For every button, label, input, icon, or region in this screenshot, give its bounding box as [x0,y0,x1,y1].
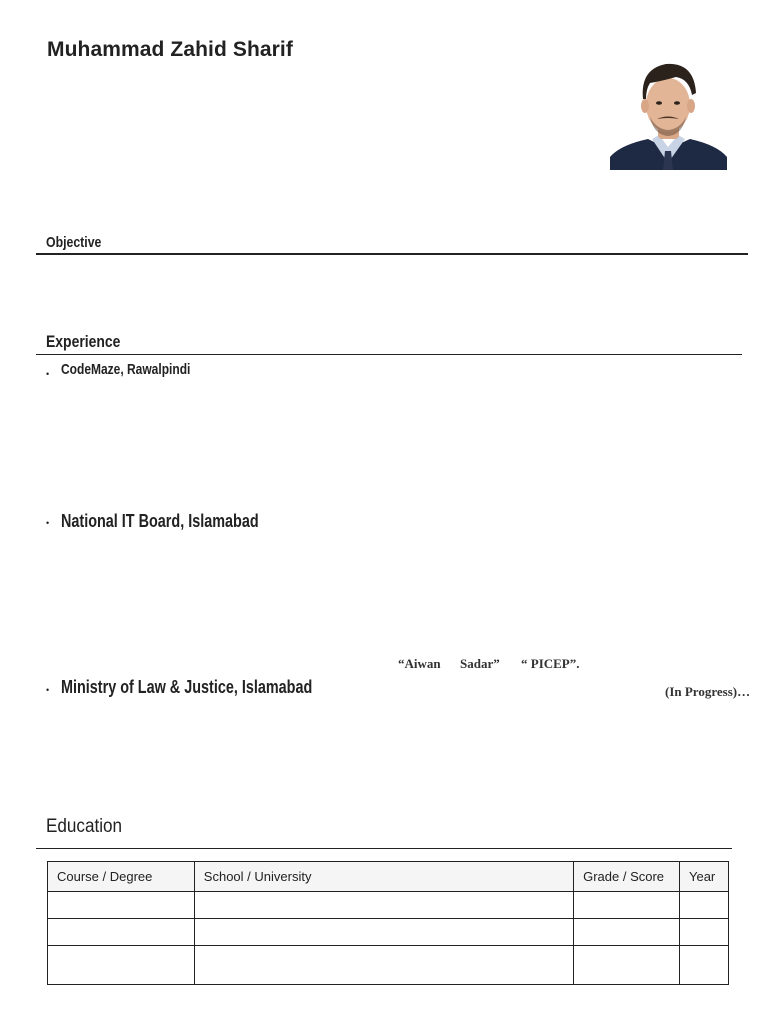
candidate-name: Muhammad Zahid Sharif [47,38,293,61]
column-header-course: Course / Degree [48,862,195,892]
job-title-ministry-of-law: Ministry of Law & Justice, Islamabad [61,677,313,697]
table-cell [574,946,680,985]
objective-heading: Objective [46,234,102,251]
profile-photo [610,59,727,170]
job-bullet: • [46,685,50,695]
table-cell [194,946,573,985]
column-header-year: Year [679,862,728,892]
objective-divider [36,253,748,255]
table-cell [574,892,680,919]
quote-picep: “ PICEP”. [521,656,580,671]
column-header-grade: Grade / Score [574,862,680,892]
table-row [48,919,729,946]
table-cell [194,919,573,946]
profile-photo-image [610,59,727,170]
in-progress-note: (In Progress)… [665,684,751,699]
education-divider [36,848,732,849]
table-row [48,892,729,919]
table-header-row [48,862,729,892]
job-title-national-it-board: National IT Board, Islamabad [61,511,259,531]
table-cell [194,892,573,919]
job-title-codemaze: CodeMaze, Rawalpindi [61,361,191,378]
education-table [47,861,729,985]
table-cell [679,892,728,919]
table-row [48,946,729,985]
job-bullet: • [46,518,50,528]
table-cell [679,946,728,985]
table-cell [679,919,728,946]
table-cell [574,919,680,946]
quote-aiwan: “Aiwan [398,656,441,671]
table-cell [48,919,195,946]
table-cell [48,892,195,919]
table-cell [48,946,195,985]
education-heading: Education [46,816,123,837]
job-bullet: • [46,369,50,379]
column-header-school: School / University [194,862,573,892]
experience-heading: Experience [46,332,121,351]
experience-divider [36,354,742,355]
quote-sadar: Sadar” [460,656,500,671]
